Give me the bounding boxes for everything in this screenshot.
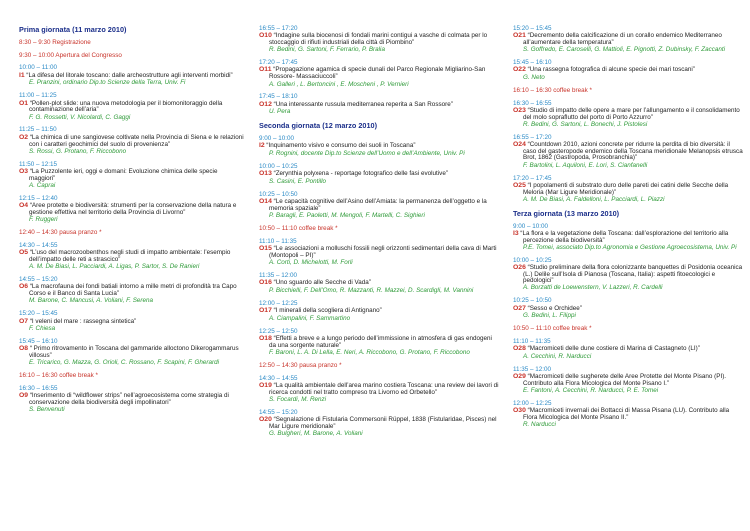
talk-authors: F. Chiesa [29, 325, 56, 333]
talk-authors: U. Pera [269, 108, 291, 116]
talk-code: O3 [19, 167, 29, 175]
talk-title-line [19, 250, 244, 263]
talk-title-line [259, 336, 499, 349]
talk-entry [259, 239, 499, 267]
talk-title-line [19, 393, 244, 406]
talk-time: 11:10 – 11:35 [513, 337, 551, 345]
talk-code: O20 [259, 416, 272, 424]
talk-code: O24 [513, 141, 526, 149]
talk-code: O30 [513, 407, 526, 415]
talk-time: 16:30 – 16:55 [513, 99, 552, 107]
talk-entry [259, 410, 499, 438]
talk-title-line [259, 102, 499, 109]
talk-authors: E. Fantoni, A. Cecchini, R. Narducci, P. E. Tomei [523, 387, 659, 395]
talk-entry [513, 339, 743, 360]
talk-entry [259, 26, 499, 54]
talk-title-line [259, 199, 499, 212]
talk-authors: P. Bicchielli, F. Dell’Omo, R. Mazzanti, R. Mazzei, D. Scardigli, M. Vannini [269, 287, 474, 295]
talk-title-line [19, 203, 244, 216]
program-column-1 [19, 26, 244, 420]
talk-entry [259, 60, 499, 88]
break-slot: 10:50 – 11:10 coffee break * [259, 225, 338, 233]
talk-title: “Una interessante russula mediterranea reperita a San Rossore” [271, 100, 453, 108]
talk-title: “Le capacità cognitive dell’Asino dell’Amiata: la permanenza dell’oggetto e la memoria spaziale” [269, 198, 487, 212]
talk-title: “L’uso del macrozoobenthos negli studi di impatto ambientale: l’esempio dell’impatto delle reti a strascico” [28, 249, 231, 263]
talk-title-line [19, 284, 244, 297]
talk-time: 14:30 – 14:55 [19, 241, 58, 249]
talk-code: O4 [19, 202, 29, 210]
talk-time: 15:45 – 16:10 [19, 338, 58, 346]
talk-time: 17:45 – 18:10 [259, 93, 298, 101]
talk-code: O17 [259, 307, 272, 315]
talk-authors: S. Benvenuti [29, 406, 65, 414]
talk-entry [513, 101, 743, 129]
talk-entry [513, 401, 743, 429]
talk-code: O26 [513, 264, 526, 272]
talk-entry [19, 93, 244, 121]
talk-time: 12:00 – 12:25 [513, 399, 552, 407]
talk-title: “La Puzzolente ieri, oggi e domani: Evoluzione chimica delle specie maggiori” [28, 167, 218, 182]
talk-time: 11:10 – 11:35 [259, 237, 297, 245]
talk-title-line [19, 73, 244, 80]
talk-time: 11:35 – 12:00 [513, 365, 552, 373]
talk-title-line [513, 183, 743, 196]
talk-entry [259, 136, 499, 157]
talk-time: 9:00 – 10:00 [513, 222, 549, 230]
break-slot: 16:10 – 16:30 coffee break * [19, 372, 99, 380]
talk-title-line [259, 417, 499, 430]
talk-title: “Macromiceti invernali dei Bottacci di Massa Pisana (LU). Contributo alla Flora Micologica del Monte Pisano II.” [523, 407, 730, 422]
talk-title: “Countdown 2010, azioni concrete per ridurre la perdita di bio diversità: il caso del gasteropode endemico della Toscana meridionale Melanopsis etrusca Brot, 1862 (Gastropoda, Prosobranchia)” [523, 141, 743, 162]
day-heading: Seconda giornata (12 marzo 2010) [259, 121, 378, 131]
talk-title: “La macrofauna dei fondi batiali intorno a mille metri di profondità tra Capo Corso e il Banco di Santa Lucia” [28, 283, 237, 298]
talk-title: “La flora e la vegetazione della Toscana: dall’esplorazione del territorio alla percezione della biodiversità” [518, 229, 729, 244]
talk-title-line [513, 265, 743, 284]
talk-authors: F. Bartolini, L. Aquiloni, E. Lori, S. Cianfanelli [523, 161, 648, 169]
talk-code: O25 [513, 181, 526, 189]
talk-entry [259, 164, 499, 185]
talk-title: “Le associazioni a molluschi fossili negli orizzonti sedimentari della cava di Marti (Montopoli – PI)” [269, 245, 497, 259]
talk-time: 10:00 – 11:00 [19, 64, 58, 72]
talk-code: O15 [259, 245, 272, 253]
talk-code: O6 [19, 283, 29, 291]
talk-code: O10 [259, 32, 272, 40]
talk-title: “I veleni del mare : rassegna sintetica” [28, 317, 137, 325]
talk-authors: P.E. Tomei, associato Dip.to Agronomia e Gestione Agroecosistema, Univ. Pi [523, 243, 737, 251]
talk-title-line [259, 143, 499, 150]
talk-time: 11:35 – 12:00 [259, 272, 298, 280]
talk-code: O23 [513, 107, 526, 115]
talk-time: 14:55 – 15:20 [19, 276, 58, 284]
talk-title-line [259, 67, 499, 80]
session-note: 8:30 – 9:30 Registrazione [19, 38, 91, 46]
talk-authors: S. Focardi, M. Renzi [269, 396, 327, 404]
break-slot: 16:10 – 16:30 coffee break * [513, 87, 593, 95]
talk-time: 10:25 – 10:50 [513, 297, 552, 305]
talk-time: 11:25 – 11:50 [19, 126, 57, 134]
talk-authors: M. Barone, C. Mancusi, A. Voliani, F. Serena [29, 297, 154, 305]
talk-title: “Propagazione agamica di specie dunali del Parco Regionale Migliarino-San Rossore- Massaciuccoli” [269, 66, 486, 81]
talk-authors: F. G. Rossetti, V. Nicolardi, C. Gaggi [29, 113, 131, 121]
talk-time: 16:55 – 17:20 [513, 134, 552, 142]
talk-title-line [513, 374, 743, 387]
talk-title: “Uno sguardo alle Secche di Vada” [271, 279, 371, 287]
talk-title-line [513, 346, 743, 353]
talk-entry [259, 94, 499, 115]
talk-authors: A. Borzatti de Loewenstern, V. Lazzeri, R. Cardelli [523, 284, 663, 292]
talk-code: I2 [259, 142, 265, 150]
talk-time: 12:15 – 12:40 [19, 194, 58, 202]
talk-entry [19, 162, 244, 190]
talk-authors: S. Rossi, G. Protano, F. Riccobono [29, 147, 127, 155]
talk-entry [259, 192, 499, 220]
talk-entry [259, 376, 499, 404]
talk-title-line [19, 135, 244, 148]
talk-title: “La difesa del litorale toscano: dalle archeostrutture agli interventi morbidi” [24, 71, 233, 79]
talk-title: “Una rassegna fotografica di alcune specie dei mari toscani” [525, 66, 695, 74]
talk-code: O9 [19, 392, 29, 400]
talk-entry [19, 311, 244, 332]
talk-authors: F. Baroni, L. A. Di Lella, E. Neri, A. Riccobono, G. Protano, F. Riccobono [269, 349, 470, 357]
talk-entry [513, 176, 743, 204]
talk-entry [513, 258, 743, 292]
talk-time: 14:30 – 14:55 [259, 374, 298, 382]
talk-entry [513, 298, 743, 319]
talk-code: O5 [19, 249, 29, 257]
talk-authors: A. M. De Biasi, A. Faldelloni, L. Pacciardi, L. Piazzi [523, 195, 665, 203]
talk-code: O13 [259, 170, 272, 178]
talk-code: O14 [259, 198, 272, 206]
talk-title: “La qualità ambientale dell’area marino costiera Toscana: una review dei lavori di ricerca condotti nel tratto compreso tra Livorno ed Orbetello” [269, 382, 499, 396]
talk-entry [259, 301, 499, 322]
talk-code: I3 [513, 229, 519, 237]
talk-time: 15:20 – 15:45 [19, 310, 58, 318]
session-note: 9:30 – 10:00 Apertura del Congresso [19, 51, 122, 59]
talk-entry [513, 26, 743, 54]
talk-authors: S. Casini, E. Pontillo [269, 178, 327, 186]
talk-title: “Macromiceti delle dune costiere di Marina di Castagneto (LI)” [525, 345, 700, 353]
talk-code: O18 [259, 335, 272, 343]
talk-authors: P. Rognini, docente Dip.to Scienze dell’Uomo e dell’Ambiente, Univ. Pi [269, 150, 465, 158]
break-slot: 10:50 – 11:10 coffee break * [513, 325, 592, 333]
talk-title-line [513, 306, 743, 313]
talk-code: O22 [513, 66, 526, 74]
talk-authors: A. M. De Biasi, L. Pacciardi, A. Ligas, P. Sartor, S. De Ranieri [29, 263, 200, 271]
talk-authors: A. Cecchini, R. Narducci [523, 352, 592, 360]
break-slot: 12:40 – 14:30 pausa pranzo * [19, 229, 102, 237]
talk-title: “Macromiceti delle sugherete delle Aree Protette del Monte Pisano (PI). Contributo alla Flora Micologica del Monte Pisano I.” [523, 373, 727, 387]
program-column-2 [259, 26, 499, 444]
talk-code: O29 [513, 373, 526, 381]
talk-title: “Zerynthia polyxena - reportage fotografico delle fasi evolutive” [271, 170, 448, 178]
talk-entry [513, 367, 743, 395]
talk-authors: G. Bulgheri, M. Barone, A. Voliani [269, 430, 363, 438]
talk-entry [259, 329, 499, 357]
talk-authors: A. Caprai [29, 182, 56, 190]
talk-authors: P. Baragli, E. Paoletti, M. Mengoli, F. Martelli, C. Sighieri [269, 212, 425, 220]
talk-authors: G. Neto [523, 74, 545, 82]
talk-code: O1 [19, 99, 29, 107]
talk-entry [513, 60, 743, 81]
talk-time: 15:20 – 15:45 [513, 25, 552, 32]
talk-title: “Segnalazione di Fistularia Commersonii Rüppel, 1838 (Fistularidae, Pisces) nel Mar Ligure meridionale” [269, 416, 497, 431]
talk-title-line [259, 308, 499, 315]
talk-authors: S. Goffredo, E. Caroselli, G. Mattioli, E. Pignotti, Z. Dubinsky, F. Zaccanti [523, 46, 726, 54]
talk-code: O7 [19, 317, 29, 325]
talk-time: 10:25 – 10:50 [259, 190, 298, 198]
talk-title: “Aree protette e biodiversità: strumenti per la conservazione della natura e gestione effettiva nel territorio della Provincia di Livorno” [28, 202, 237, 216]
talk-title-line [259, 383, 499, 396]
talk-title: “Inserimento di “wildflower strips” nell’agroecosistema come strategia di conservazione della biodiversità degli impollinatori” [28, 392, 229, 407]
talk-entry [19, 196, 244, 224]
talk-title: “Inquinamento visivo e consumo dei suoli in Toscana” [264, 142, 416, 150]
talk-time: 14:55 – 15:20 [259, 408, 298, 416]
talk-time: 16:30 – 16:55 [19, 385, 58, 393]
talk-authors: R. Narducci [523, 421, 556, 429]
talk-title-line [513, 108, 743, 121]
talk-code: O2 [19, 133, 29, 141]
talk-title: “I popolamenti di substrato duro delle pareti dei catini delle Secche della Meloria (Mar Ligure Meridionale)” [523, 181, 729, 196]
talk-entry [19, 65, 244, 86]
talk-title-line [513, 142, 743, 161]
talk-authors: E. Tricarico, G. Mazza, G. Orioli, C. Rossano, F. Scapini, F. Gherardi [29, 359, 220, 367]
talk-authors: F. Ruggeri [29, 216, 58, 224]
talk-time: 12:00 – 12:25 [259, 299, 298, 307]
talk-title: “Pollen-plot slide: una nuova metodologia per il biomonitoraggio della contaminazione dell’aria” [28, 99, 223, 114]
talk-code: O21 [513, 32, 526, 40]
talk-title-line [513, 33, 743, 46]
talk-title: “ Primo ritrovamento in Toscana del gammaride alloctono Dikerogammarus villosus” [28, 345, 239, 360]
day-heading: Prima giornata (11 marzo 2010) [19, 25, 127, 34]
talk-code: O28 [513, 345, 526, 353]
talk-code: O27 [513, 304, 526, 312]
talk-time: 17:20 – 17:45 [513, 174, 552, 182]
talk-code: I1 [19, 71, 25, 79]
talk-time: 15:45 – 16:10 [513, 59, 552, 67]
talk-title-line [513, 67, 743, 74]
talk-entry [19, 339, 244, 367]
talk-title: “Studio preliminare della flora colonizzante banquettes di Posidonia oceanica (L.) Delile sull’Isola di Pianosa (Toscana, Italia): aspetti fitoecologici e pedologici” [523, 264, 743, 285]
talk-code: O16 [259, 279, 272, 287]
talk-entry [513, 135, 743, 169]
talk-time: 17:20 – 17:45 [259, 59, 298, 67]
talk-title-line [259, 280, 499, 287]
day-heading: Terza giornata (13 marzo 2010) [513, 208, 620, 218]
talk-time: 10:00 – 10:25 [259, 162, 298, 170]
talk-authors: A. Corti, D. Michelotti, M. Forli [269, 259, 353, 267]
talk-entry [513, 224, 743, 252]
talk-title: “Indagine sulla biocenosi di fondali marini contigui a vasche di colmata per lo stoccaggio di rifiuti industriali della città di Piombino” [269, 32, 488, 47]
talk-entry [19, 243, 244, 271]
talk-title-line [19, 169, 244, 182]
talk-title: “Studio di impatto delle opere a mare per l’allungamento e il consolidamento del molo sopraflutto del porto di Porto Azzurro” [523, 107, 740, 121]
talk-authors: R. Bedini, G. Sartoni, F. Ferrario, P. Bralia [269, 46, 385, 54]
talk-time: 9:00 – 10:00 [259, 135, 295, 143]
talk-authors: E. Pranzini, ordinario Dip.to Scienze della Terra, Univ. Fi [29, 79, 186, 87]
talk-authors: A. Galleri , L. Bertoncini , E. Moscheni , P. Vernieri [269, 80, 409, 88]
talk-title-line [259, 246, 499, 259]
talk-authors: R. Bedini, G. Sartoni, L. Bonechi, J. Pistolesi [523, 121, 648, 129]
talk-title-line [259, 171, 499, 178]
talk-title: “Effetti a breve e a lungo periodo dell’immissione in atmosfera di gas endogeni da una sorgente naturale” [269, 335, 492, 349]
talk-time: 10:00 – 10:25 [513, 256, 552, 264]
talk-entry [259, 273, 499, 294]
talk-title: “Decremento della calcificazione di un corallo endemico Mediterraneo all’aumentare della temperatura” [523, 32, 722, 47]
talk-authors: G. Bedini, L. Filippi [523, 312, 576, 320]
program-column-3 [513, 26, 743, 435]
talk-title-line [19, 319, 244, 326]
talk-title: “La chimica di une sangiovese coltivate nella Provincia di Siena e le relazioni con i caratteri geochimici del suolo di provenienza” [28, 133, 244, 148]
talk-title-line [513, 231, 743, 244]
talk-code: O19 [259, 382, 272, 390]
talk-title-line [259, 33, 499, 46]
talk-authors: A. Ciampalini, F. Sammartino [269, 315, 351, 322]
talk-entry [19, 386, 244, 414]
talk-time: 16:55 – 17:20 [259, 25, 298, 32]
break-slot: 12:50 – 14:30 pausa pranzo * [259, 361, 342, 369]
talk-title: “Sesso e Orchidee” [525, 304, 582, 312]
talk-code: O8 [19, 345, 29, 353]
talk-time: 11:50 – 12:15 [19, 160, 58, 168]
talk-time: 12:25 – 12:50 [259, 327, 298, 335]
talk-title-line [513, 408, 743, 421]
talk-title-line [19, 101, 244, 114]
talk-title-line [19, 346, 244, 359]
talk-time: 11:00 – 11:25 [19, 92, 57, 100]
talk-title: “I minerali della scogliera di Antignano” [271, 307, 382, 315]
talk-entry [19, 277, 244, 305]
talk-entry [19, 127, 244, 155]
talk-code: O12 [259, 100, 272, 108]
talk-code: O11 [259, 66, 272, 74]
